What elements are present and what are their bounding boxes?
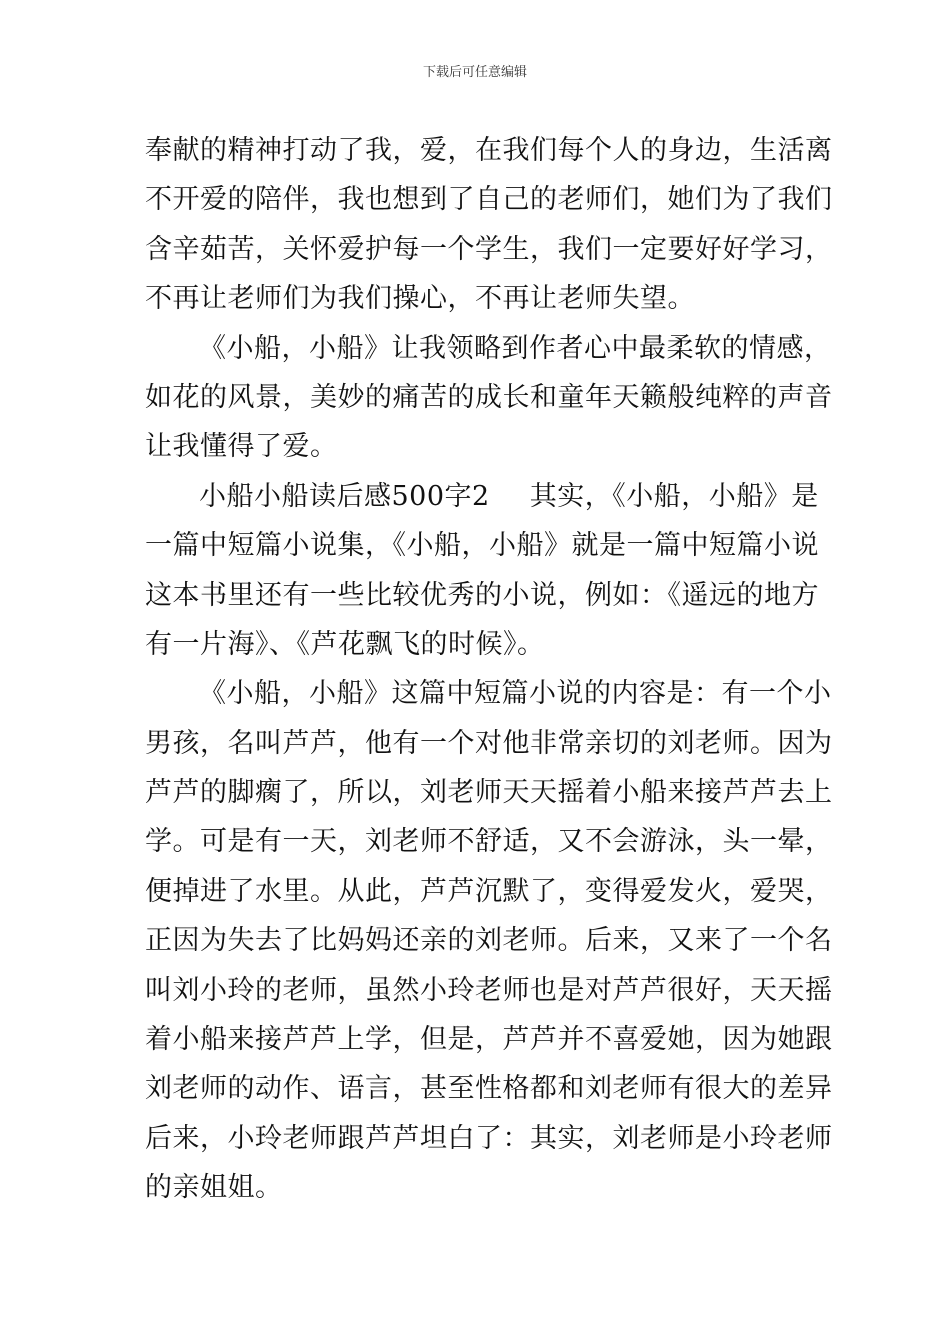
text-line: 正因为失去了比妈妈还亲的刘老师。后来，又来了一个名 <box>145 925 833 957</box>
text-line: 有一片海》、《芦花飘飞的时候》。 <box>145 628 545 660</box>
text-line: 这本书里还有一些比较优秀的小说，例如：《遥远的地方 <box>145 579 819 611</box>
section-heading-tail: 其实，《小船，小船》是 <box>529 480 819 512</box>
text-line: 《小船，小船》让我领略到作者心中最柔软的情感， <box>199 332 832 364</box>
text-line: 叫刘小玲的老师，虽然小玲老师也是对芦芦很好，天天摇 <box>145 974 833 1006</box>
text-line: 男孩，名叫芦芦，他有一个对他非常亲切的刘老师。因为 <box>145 727 833 759</box>
text-line: 后来，小玲老师跟芦芦坦白了：其实，刘老师是小玲老师 <box>145 1122 833 1154</box>
text-line: 刘老师的动作、语言，甚至性格都和刘老师有很大的差异 <box>145 1073 833 1105</box>
text-line: 的亲姐姐。 <box>145 1172 283 1204</box>
text-line: 便掉进了水里。从此，芦芦沉默了，变得爱发火，爱哭， <box>145 875 833 907</box>
text-line: 学。可是有一天，刘老师不舒适，又不会游泳，头一晕， <box>145 826 833 858</box>
text-line: 着小船来接芦芦上学，但是，芦芦并不喜爱她，因为她跟 <box>145 1024 833 1056</box>
text-line: 芦芦的脚瘸了，所以，刘老师天天摇着小船来接芦芦去上 <box>145 777 833 809</box>
text-line: 不再让老师们为我们操心，不再让老师失望。 <box>145 283 695 315</box>
section-heading: 小船小船读后感500字2 <box>199 480 490 512</box>
text-line: 含辛茹苦，关怀爱护每一个学生，我们一定要好好学习， <box>145 233 833 265</box>
text-line: 让我懂得了爱。 <box>145 431 338 463</box>
text-line: 一篇中短篇小说集，《小船，小船》就是一篇中短篇小说 <box>145 530 819 562</box>
text-line: 如花的风景，美妙的痛苦的成长和童年天籁般纯粹的声音 <box>145 381 833 413</box>
section-heading-line <box>145 472 817 521</box>
text-line: 奉献的精神打动了我，爱，在我们每个人的身边，生活离 <box>145 135 833 166</box>
text-line: 不开爱的陪伴，我也想到了自己的老师们，她们为了我们 <box>145 184 833 216</box>
text-line: 《小船，小船》这篇中短篇小说的内容是：有一个小 <box>199 678 832 710</box>
document-body <box>145 126 833 1213</box>
page-header: 下载后可任意编辑 <box>422 65 527 80</box>
